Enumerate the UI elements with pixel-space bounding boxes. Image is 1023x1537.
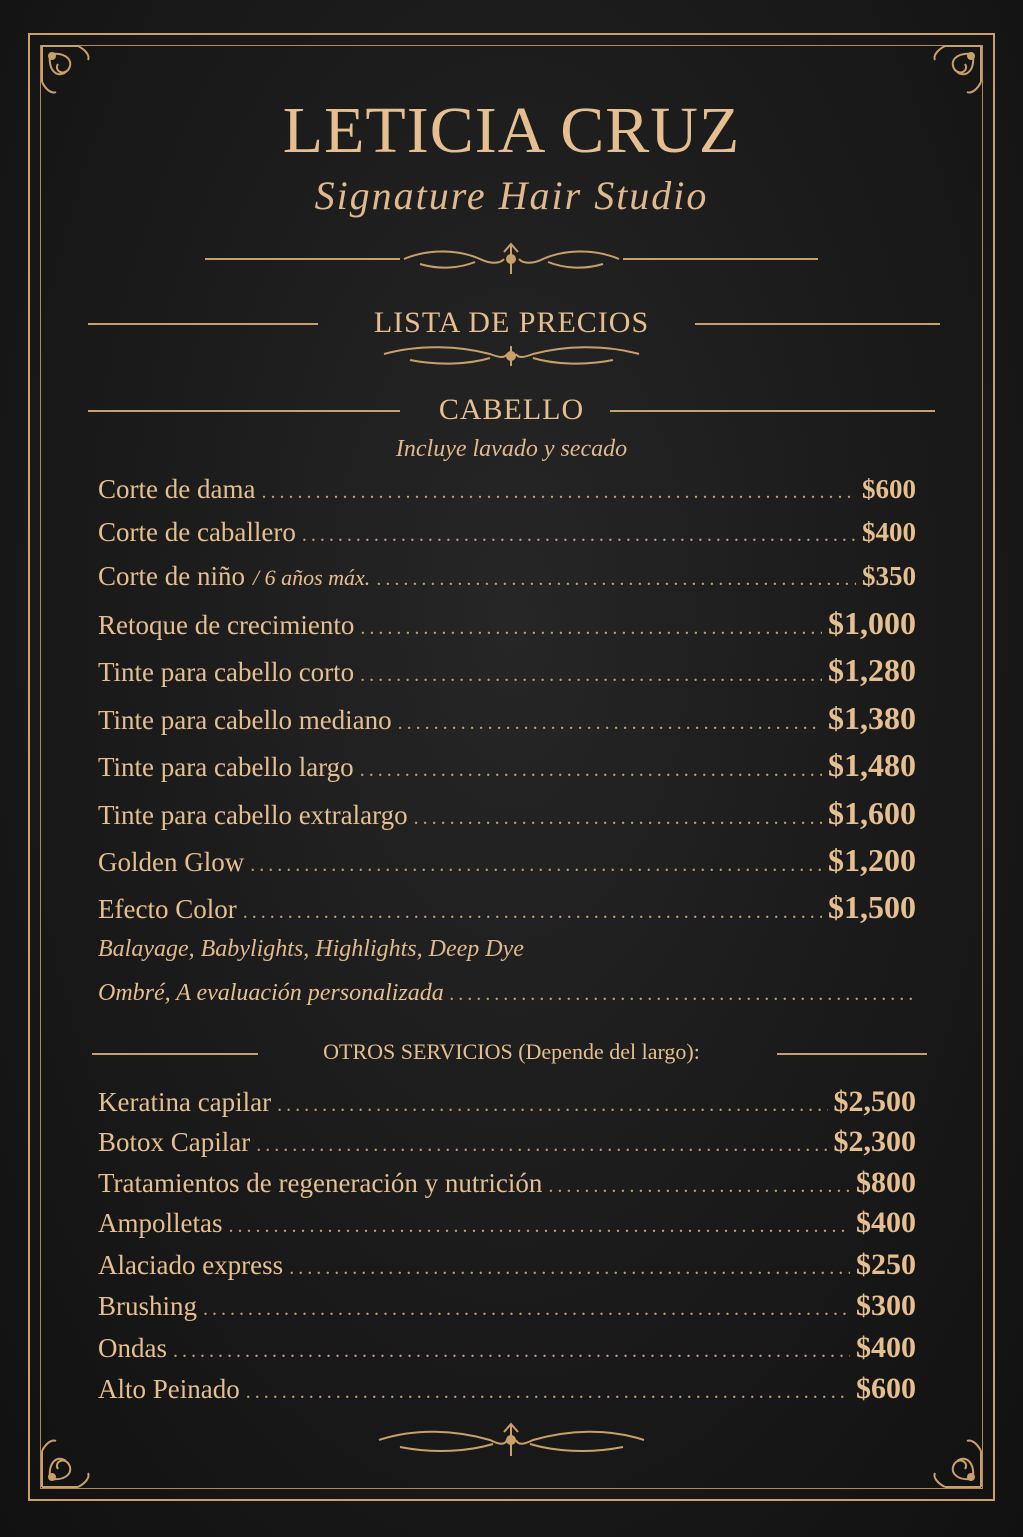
service-name: Corte de niño [98, 561, 245, 591]
corner-flourish-icon [38, 1411, 118, 1491]
dot-leader [360, 759, 822, 782]
service-price: $800 [856, 1166, 916, 1199]
list-item [98, 889, 916, 926]
list-item [98, 747, 916, 784]
list-item [98, 795, 916, 832]
service-name: Ampolletas [98, 1208, 223, 1238]
service-name: Tinte para cabello corto [98, 657, 355, 687]
service-name: Retoque de crecimiento [98, 610, 355, 640]
service-price: $350 [862, 561, 916, 591]
dot-leader [302, 524, 856, 547]
scroll-ornament-icon [400, 240, 623, 278]
service-price: $600 [856, 1372, 916, 1405]
divider-line [205, 258, 400, 260]
service-price: $2,300 [833, 1125, 916, 1158]
list-item [98, 1289, 916, 1323]
brand-subtitle: Signature Hair Studio [314, 173, 709, 218]
service-detail: Ombré, A evaluación personalizada [98, 980, 444, 1006]
service-detail: Balayage, Babylights, Highlights, Deep Dye [98, 936, 524, 962]
section-title-otros: OTROS SERVICIOS (Depende del largo): [323, 1039, 700, 1064]
dot-leader [277, 1094, 827, 1117]
dot-leader [398, 712, 822, 735]
corner-flourish-icon [905, 1411, 985, 1491]
dot-leader [250, 854, 822, 877]
dot-leader [376, 568, 856, 591]
dot-leader [360, 617, 822, 640]
service-name: Golden Glow [98, 847, 245, 877]
list-item [98, 1166, 916, 1200]
list-item [98, 652, 916, 689]
service-price: $300 [856, 1289, 916, 1322]
service-price: $1,500 [828, 889, 916, 925]
service-price: $400 [856, 1206, 916, 1239]
list-item [98, 1248, 916, 1282]
scroll-ornament-icon [380, 340, 643, 372]
list-item [98, 1206, 916, 1240]
dot-leader [548, 1175, 850, 1198]
service-price: $1,200 [828, 842, 916, 878]
section-title-cabello: CABELLO [438, 393, 585, 426]
service-name: Keratina capilar [98, 1087, 272, 1117]
dot-leader [289, 1257, 850, 1280]
list-item [98, 474, 916, 505]
list-item [98, 1085, 916, 1119]
service-price: $1,000 [828, 605, 916, 641]
service-price: $1,480 [828, 747, 916, 783]
list-item [98, 842, 916, 879]
dot-leader [256, 1134, 827, 1157]
list-item [98, 700, 916, 737]
dot-leader [360, 664, 822, 687]
service-qualifier: / 6 años máx. [252, 565, 371, 590]
service-name: Corte de caballero [98, 517, 296, 547]
dot-leader [203, 1298, 850, 1321]
service-name: Ondas [98, 1333, 167, 1363]
list-item [98, 605, 916, 642]
service-name: Tratamientos de regeneración y nutrición [98, 1168, 543, 1198]
service-price: $2,500 [833, 1085, 916, 1118]
divider-line [623, 258, 818, 260]
list-item [98, 561, 916, 592]
service-price: $1,380 [828, 700, 916, 736]
list-item [98, 517, 916, 548]
dot-leader [450, 983, 916, 1006]
dot-leader [246, 1381, 850, 1404]
dot-leader [261, 481, 856, 504]
section-note: Incluye lavado y secado [395, 436, 628, 462]
list-item [98, 1372, 916, 1406]
service-price: $1,280 [828, 652, 916, 688]
service-price: $600 [862, 474, 916, 504]
service-price: $250 [856, 1248, 916, 1281]
service-name: Corte de dama [98, 474, 256, 504]
service-price: $1,600 [828, 795, 916, 831]
list-item [98, 980, 916, 1007]
service-name: Tinte para cabello mediano [98, 705, 392, 735]
dot-leader [243, 901, 822, 924]
service-name: Botox Capilar [98, 1127, 251, 1157]
service-name: Alaciado express [98, 1250, 284, 1280]
service-name: Alto Peinado [98, 1374, 240, 1404]
service-price: $400 [862, 517, 916, 547]
dot-leader [228, 1215, 850, 1238]
service-price: $400 [856, 1331, 916, 1364]
brand-name: LETICIA CRUZ [282, 94, 741, 167]
list-item [98, 1331, 916, 1365]
service-name: Brushing [98, 1291, 198, 1321]
service-name: Tinte para cabello extralargo [98, 800, 408, 830]
service-name: Efecto Color [98, 894, 237, 924]
dot-leader [414, 807, 822, 830]
price-list-title: LISTA DE PRECIOS [373, 306, 650, 339]
service-name: Tinte para cabello largo [98, 752, 354, 782]
list-item [98, 1125, 916, 1159]
scroll-ornament-icon [375, 1420, 648, 1460]
dot-leader [173, 1340, 850, 1363]
